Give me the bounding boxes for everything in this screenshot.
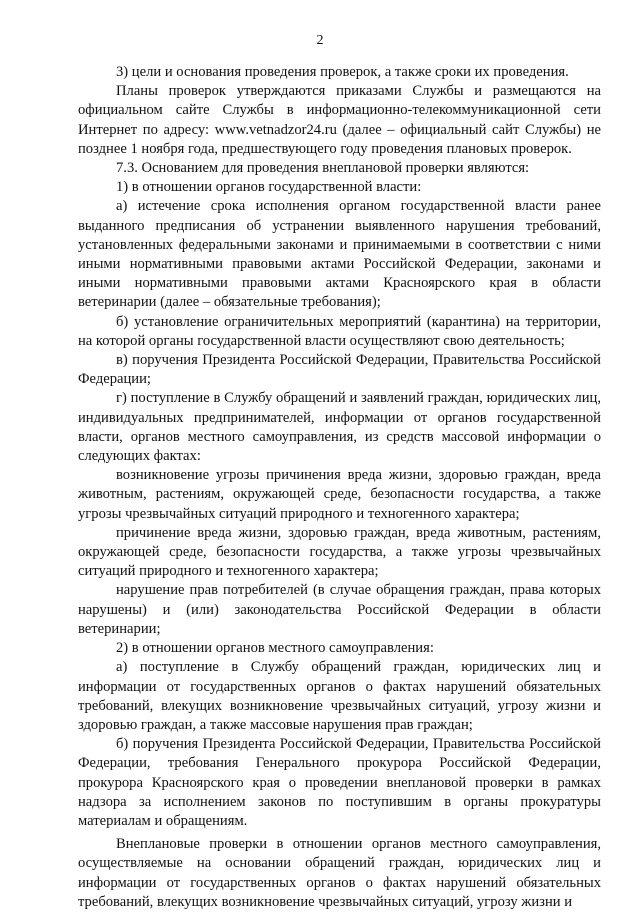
paragraph-item-b: б) установление ограничительных мероприятий (карантина) на территории, на которой органы государственной власти осуществляют свою деятельность; [78,313,601,349]
paragraph-harm: причинение вреда жизни, здоровью граждан, вреда животным, растениям, окружающей среде, безопасности государства, а также угрозы чрезвычайных ситуаций природного и техногенного характера; [78,524,601,580]
paragraph-item-a: а) истечение срока исполнения органом государственной власти ранее выданного предписания об устранении выявленного нарушения требований, установленных федеральными законами и принимаемыми в соответствии с ними иными нормативными правовыми актами Российской Федерации, законами и иными нормативными правовыми актами Красноярского края в области ветеринарии (далее – обязательные требования); [78,198,601,311]
document-body [78,63,601,912]
paragraph-local-item-b: б) поручения Президента Российской Федерации, Правительства Российской Федерации, требования Генерального прокурора Российской Федерации, прокурора Красноярского края о проведении внеплановой проверки в рамках надзора за исполнением законов по поступившим в органы прокуратуры материалам и обращениям. [78,736,601,829]
paragraph-item-g: г) поступление в Службу обращений и заявлений граждан, юридических лиц, индивидуальных предпринимателей, информации от органов государственной власти, органов местного самоуправления, из средств массовой информации о следующих фактах: [78,390,601,465]
paragraph-section-7-3: 7.3. Основанием для проведения внеплановой проверки являются: [116,160,530,177]
paragraph-threat: возникновение угрозы причинения вреда жизни, здоровью граждан, вреда животным, растениям, окружающей среде, безопасности государства, а также угрозы чрезвычайных ситуаций природного и техногенного характера; [78,467,601,522]
page-number: 2 [316,33,324,48]
paragraph-state-authorities: 1) в отношении органов государственной власти: [116,179,422,196]
paragraph-consumer-rights: нарушение прав потребителей (в случае обращения граждан, права которых нарушены) и (или) законодательства Российской Федерации в области ветеринарии; [78,582,601,637]
paragraph-item-v: в) поручения Президента Российской Федерации, Правительства Российской Федерации; [78,352,601,388]
paragraph-inspection-goals: 3) цели и основания проведения проверок, а также сроки их проведения. [116,64,569,80]
paragraph-local-item-a: а) поступление в Службу обращений граждан, юридических лиц и информации от государственных органов о фактах нарушений обязательных требований, влекущих возникновение чрезвычайных ситуаций, угрозу жизни и здоровью граждан, а также массовые нарушения прав граждан; [78,659,601,733]
paragraph-unscheduled-inspections: Внеплановые проверки в отношении органов местного самоуправления, осуществляемые на основании обращений граждан, юридических лиц и информации от государственных органов о фактах нарушений обязательных требований, влекущих возникновение чрезвычайных ситуаций, угрозу жизни и [78,836,601,910]
paragraph-local-government: 2) в отношении органов местного самоуправления: [116,640,434,657]
paragraph-inspection-plans: Планы проверок утверждаются приказами Службы и размещаются на официальном сайте Службы в информационно-телекоммуникационной сети Интернет по адресу: www.vetnadzor24.ru (далее – официальный сайт Службы) не позднее 1 ноября года, предшествующего году проведения плановых проверок. [78,83,601,157]
